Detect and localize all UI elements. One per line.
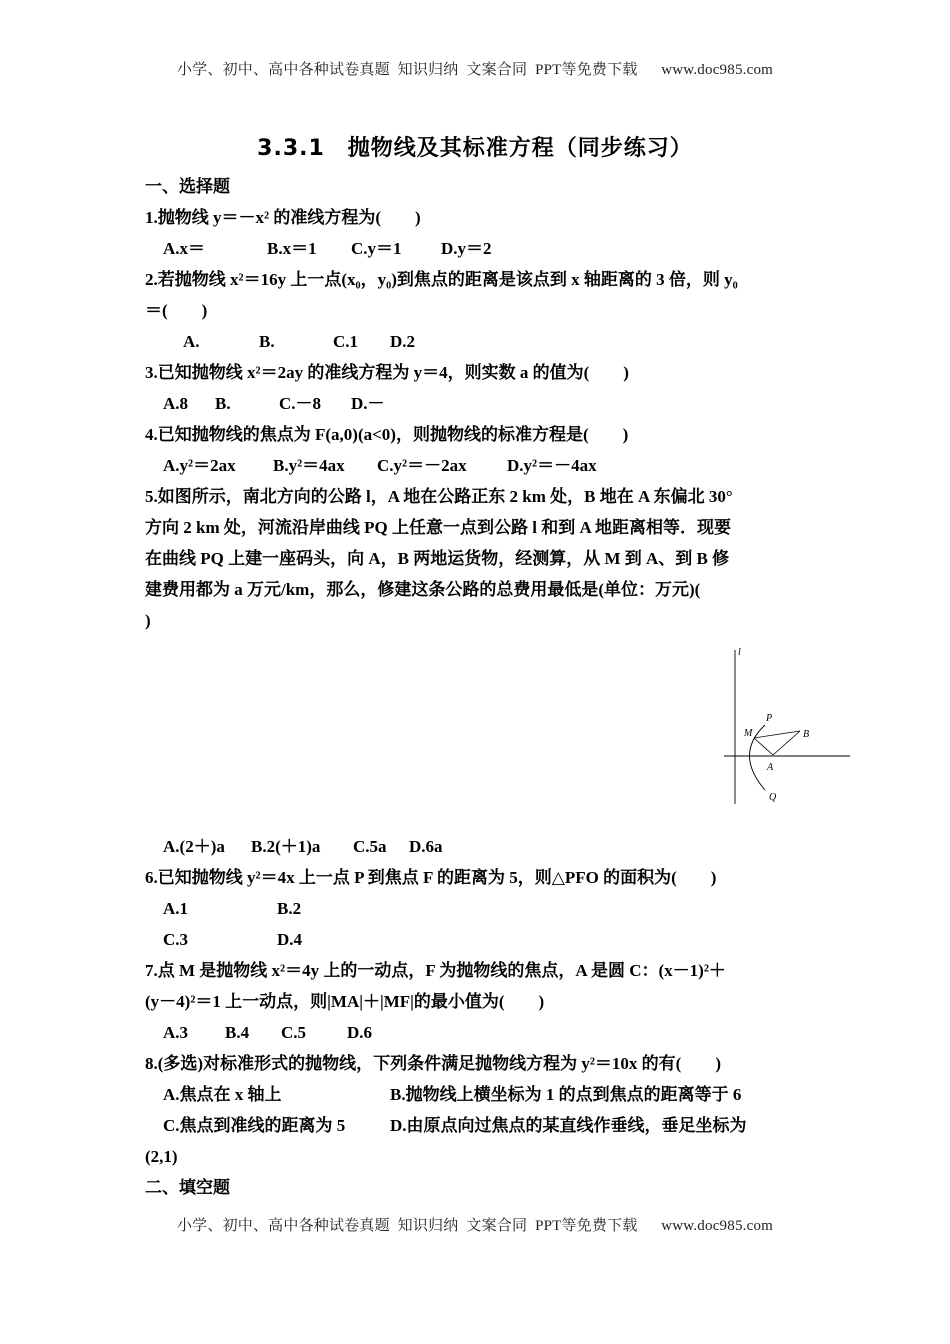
- label-l: l: [738, 647, 741, 658]
- q8-option-d-continued: (2,1): [145, 1147, 178, 1166]
- q6-option-a: A.1: [163, 899, 189, 918]
- q7-option-a: A.3: [163, 1023, 189, 1042]
- page-footer: 小学、初中、高中各种试卷真题 知识归纳 文案合同 PPT等免费下载 www.doc985.com: [176, 1218, 774, 1234]
- label-b: B: [803, 729, 810, 740]
- q2-options: [145, 326, 810, 357]
- page-header: 小学、初中、高中各种试卷真题 知识归纳 文案合同 PPT等免费下载 www.doc985.com: [176, 62, 774, 78]
- q1-stem: 1.抛物线 y＝－x² 的准线方程为( ): [145, 208, 421, 227]
- q5-option-d: D.6a: [409, 837, 443, 856]
- parabola-road-figure: [718, 642, 858, 812]
- q4-option-d: D.y²＝－4ax: [507, 456, 597, 475]
- q1-options: [145, 233, 810, 264]
- label-a: A: [767, 762, 774, 773]
- section-heading-choice: 一、选择题: [145, 177, 230, 196]
- q3-stem: 3.已知抛物线 x²＝2ay 的准线方程为 y＝4，则实数 a 的值为( ): [145, 363, 629, 382]
- q5-option-c: C.5a: [353, 837, 387, 856]
- q6-option-b: B.2: [277, 899, 302, 918]
- q3-option-a: A.8: [163, 394, 189, 413]
- q3-option-b: B.: [215, 394, 231, 413]
- q3-option-c: C.－8: [279, 394, 322, 413]
- q4-options: [145, 450, 810, 481]
- label-m: M: [744, 728, 753, 739]
- q5-stem-line5: ): [145, 611, 151, 630]
- q2-option-d: D.2: [390, 332, 416, 351]
- q8-option-b: B.抛物线上横坐标为 1 的点到焦点的距离等于 6: [390, 1085, 742, 1104]
- q4-option-a: A.y²＝2ax: [163, 456, 236, 475]
- q2-option-b: B.: [259, 332, 275, 351]
- section-heading-fill: 二、填空题: [145, 1178, 230, 1197]
- q1-option-b: B.x＝1: [267, 239, 317, 258]
- segment-ma: [754, 738, 773, 755]
- page-title: 3.3.1 抛物线及其标准方程（同步练习）: [257, 136, 693, 161]
- q5-stem-line3: 在曲线 PQ 上建一座码头，向 A，B 两地运货物，经测算，从 M 到 A、到 B 修: [145, 549, 730, 568]
- q7-stem-line1: 7.点 M 是抛物线 x²＝4y 上的一动点，F 为抛物线的焦点，A 是圆 C：(x－1)²＋: [145, 961, 726, 980]
- q7-option-d: D.6: [347, 1023, 373, 1042]
- exercise-body: [145, 171, 810, 1203]
- q6-options-row1: [145, 893, 810, 924]
- q6-options-row2: [145, 924, 810, 955]
- q5-stem-line2: 方向 2 km 处，河流沿岸曲线 PQ 上任意一点到公路 l 和到 A 地距离相等．现要: [145, 518, 732, 537]
- q4-option-c: C.y²＝－2ax: [377, 456, 467, 475]
- q1-option-a: A.x＝: [163, 239, 206, 258]
- q5-stem-line4: 建费用都为 a 万元/km，那么，修建这条公路的总费用最低是(单位：万元)(: [145, 580, 701, 599]
- q1-option-d: D.y＝2: [441, 239, 492, 258]
- q8-stem: 8.(多选)对标准形式的抛物线，下列条件满足抛物线方程为 y²＝10x 的有( ): [145, 1054, 721, 1073]
- q7-stem-line2: (y－4)²＝1 上一动点，则|MA|＋|MF|的最小值为( ): [145, 992, 545, 1011]
- q8-options-row1: [145, 1079, 810, 1110]
- q2-option-a: A.: [183, 332, 200, 351]
- q8-option-d: D.由原点向过焦点的某直线作垂线，垂足坐标为: [390, 1116, 747, 1135]
- q2-stem-line1: 2.若抛物线 x²＝16y 上一点(x₀，y₀)到焦点的距离是该点到 x 轴距离的 3 倍，则 y₀: [145, 270, 738, 289]
- q5-options: [145, 831, 810, 862]
- q1-option-c: C.y＝1: [351, 239, 402, 258]
- q7-options: [145, 1017, 810, 1048]
- q3-options: [145, 388, 810, 419]
- q8-options-row2: [145, 1110, 810, 1141]
- label-p: P: [766, 713, 773, 724]
- q5-stem-line1: 5.如图所示，南北方向的公路 l，A 地在公路正东 2 km 处，B 地在 A 东偏北 30°: [145, 487, 733, 506]
- q8-option-a: A.焦点在 x 轴上: [163, 1085, 282, 1104]
- q2-stem-line2: ＝( ): [145, 301, 208, 320]
- q5-option-b: B.2(＋1)a: [251, 837, 321, 856]
- q3-option-d: D.－: [351, 394, 385, 413]
- q8-option-c: C.焦点到准线的距离为 5: [163, 1116, 346, 1135]
- q4-option-b: B.y²＝4ax: [273, 456, 345, 475]
- q6-option-d: D.4: [277, 930, 303, 949]
- q7-option-b: B.4: [225, 1023, 250, 1042]
- q5-figure-space: [145, 636, 810, 831]
- q6-stem: 6.已知抛物线 y²＝4x 上一点 P 到焦点 F 的距离为 5，则△PFO 的面积为( ): [145, 868, 717, 887]
- q6-option-c: C.3: [163, 930, 189, 949]
- q7-option-c: C.5: [281, 1023, 307, 1042]
- q4-stem: 4.已知抛物线的焦点为 F(a,0)(a<0)，则抛物线的标准方程是( ): [145, 425, 629, 444]
- label-q: Q: [769, 792, 777, 803]
- q2-option-c: C.1: [333, 332, 359, 351]
- q5-option-a: A.(2＋)a: [163, 837, 225, 856]
